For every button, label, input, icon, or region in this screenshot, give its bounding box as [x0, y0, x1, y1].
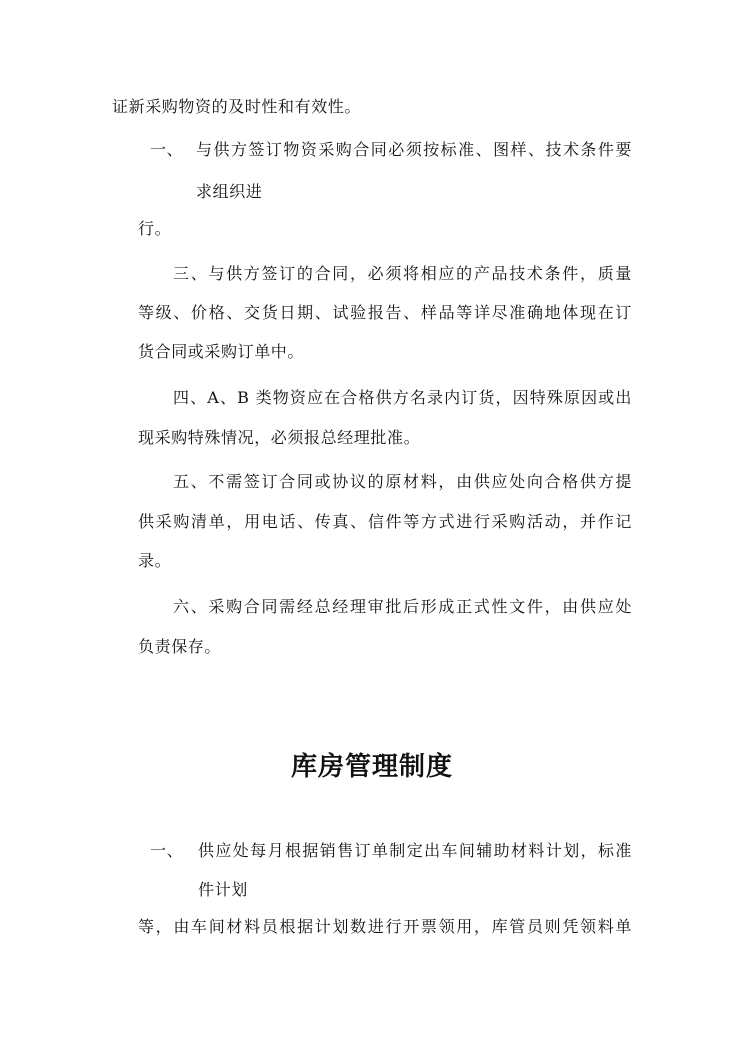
item-1-line-1: 与供方签订物资采购合同必须按标准、图样、技术条件要: [196, 140, 632, 159]
item-3-line-1: 三、与供方签订的合同，必须将相应的产品技术条件，质量: [173, 264, 632, 283]
item-1-line-2: 求组织进: [196, 182, 263, 201]
item-3-line-2: 等级、价格、交货日期、试验报告、样品等详尽准确地体现在订: [138, 303, 632, 322]
item-number-1: 一、: [150, 140, 184, 159]
item-6-line-2: 负责保存。: [138, 637, 222, 656]
section-2-item-1-line-1: 供应处每月根据销售订单制定出车间辅助材料计划，标准: [198, 841, 632, 860]
item-4-line-1: 四、A、B 类物资应在合格供方名录内订货，因特殊原因或出: [173, 388, 632, 407]
section-title: 库房管理制度: [290, 752, 453, 782]
item-4-line-2: 现采购特殊情况，必须报总经理批准。: [138, 428, 421, 447]
item-1-line-3: 行。: [138, 219, 172, 238]
paragraph-continuation: 证新采购物资的及时性和有效性。: [112, 97, 362, 116]
item-3-line-3: 货合同或采购订单中。: [138, 342, 305, 361]
section-2-item-1-line-3: 等，由车间材料员根据计划数进行开票领用，库管员则凭领料单: [138, 917, 632, 936]
section-2-item-1-line-2: 件计划: [198, 880, 248, 899]
item-5-line-1: 五、不需签订合同或协议的原材料，由供应处向合格供方提: [173, 472, 632, 491]
section-2-item-number-1: 一、: [150, 841, 184, 860]
item-6-line-1: 六、采购合同需经总经理审批后形成正式性文件，由供应处: [173, 597, 632, 616]
item-5-line-2: 供采购清单，用电话、传真、信件等方式进行采购活动，并作记: [138, 512, 632, 531]
item-5-line-3: 录。: [138, 551, 172, 570]
